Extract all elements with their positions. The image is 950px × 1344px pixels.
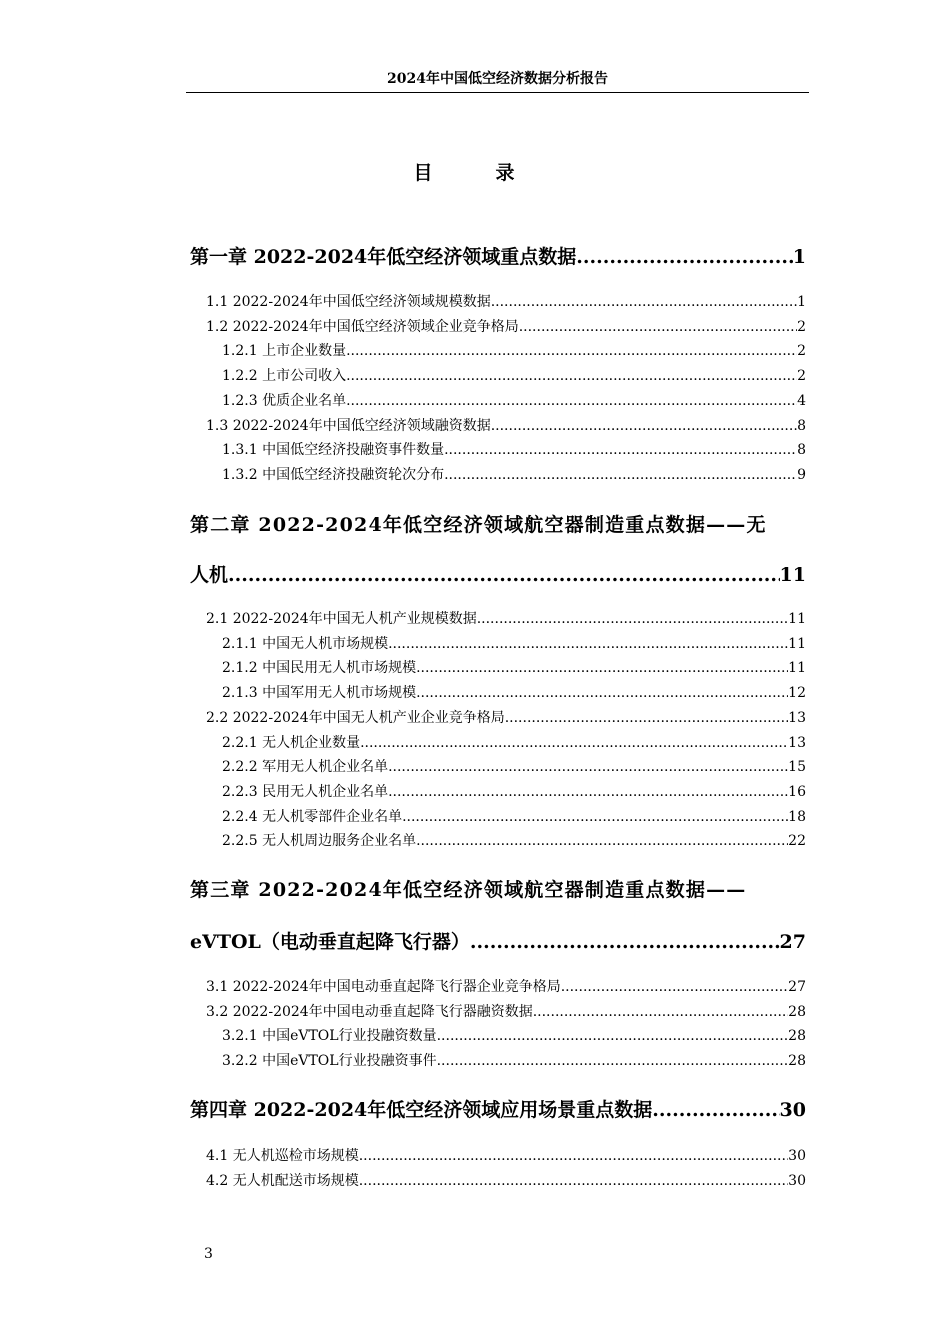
toc-entry-1-2-2-page: 2 xyxy=(797,368,806,385)
toc-entry-1-3-page: 8 xyxy=(797,417,806,434)
toc-entry-2-2-3[interactable] xyxy=(222,781,806,803)
toc-entry-4-2-page: 30 xyxy=(788,1172,806,1189)
toc-entry-1-1-page: 1 xyxy=(797,294,806,310)
dot-leader xyxy=(388,781,788,803)
chapter-2-title-line1[interactable]: 第二章 2022-2024年低空经济领域航空器制造重点数据——无 xyxy=(190,514,767,536)
toc-entry-3-2-2[interactable] xyxy=(222,1050,806,1072)
chapter-1-entry-label: 第一章 2022-2024年低空经济领域重点数据 xyxy=(190,246,577,268)
toc-entry-2-1-2[interactable] xyxy=(222,657,806,679)
dot-leader xyxy=(416,657,788,679)
header-rule xyxy=(186,92,809,93)
chapter-4-entry-label: 第四章 2022-2024年低空经济领域应用场景重点数据 xyxy=(190,1099,653,1121)
toc-entry-1-1[interactable] xyxy=(206,291,806,313)
toc-entry-1-3-1-page: 8 xyxy=(797,442,806,459)
toc-entry-2-1-2-page: 11 xyxy=(788,660,806,677)
toc-entry-2-2-1-label: 2.2.1 无人机企业数量 xyxy=(222,734,361,751)
toc-entry-2-1-1-page: 11 xyxy=(788,635,806,652)
dot-leader xyxy=(228,560,780,590)
dot-leader xyxy=(505,707,788,729)
dot-leader xyxy=(360,732,788,754)
toc-entry-2-2-2[interactable] xyxy=(222,756,806,778)
toc-entry-1-2-1[interactable] xyxy=(222,340,806,362)
chapter-1-entry-page: 1 xyxy=(792,246,806,268)
toc-entry-1-3-2[interactable] xyxy=(222,464,806,486)
toc-entry-2-2-4-page: 18 xyxy=(788,808,806,825)
toc-entry-2-2-4[interactable] xyxy=(222,806,806,828)
toc-entry-3-1[interactable] xyxy=(206,976,806,998)
toc-entry-2-1-3-label: 2.1.3 中国军用无人机市场规模 xyxy=(222,685,417,702)
toc-entry-1-3-2-page: 9 xyxy=(797,466,806,483)
toc-entry-2-1-2-label: 2.1.2 中国民用无人机市场规模 xyxy=(222,660,417,677)
toc-entry-3-2-label: 3.2 2022-2024年中国电动垂直起降飞行器融资数据 xyxy=(206,1003,533,1020)
toc-entry-1-2-3-page: 4 xyxy=(797,392,806,409)
dot-leader xyxy=(477,608,788,630)
dot-leader xyxy=(576,242,793,272)
toc-entry-2-2-5-page: 22 xyxy=(788,833,806,850)
dot-leader xyxy=(491,415,797,437)
toc-entry-1-2-3-label: 1.2.3 优质企业名单 xyxy=(222,392,347,409)
dot-leader xyxy=(359,1170,788,1192)
toc-entry-2-2-5-label: 2.2.5 无人机周边服务企业名单 xyxy=(222,833,417,850)
dot-leader xyxy=(388,633,788,655)
toc-entry-1-3-2-label: 1.3.2 中国低空经济投融资轮次分布 xyxy=(222,466,445,483)
toc-entry-1-2-page: 2 xyxy=(797,318,806,335)
toc-entry-1-2-3[interactable] xyxy=(222,390,806,412)
chapter-4-entry-page: 30 xyxy=(779,1099,806,1121)
chapter-3-entry-page: 27 xyxy=(779,931,806,953)
toc-entry-3-2-2-page: 28 xyxy=(788,1053,806,1070)
toc-entry-1-3[interactable] xyxy=(206,415,806,437)
page-header-title: 2024年中国低空经济数据分析报告 xyxy=(387,71,608,87)
toc-entry-4-1[interactable] xyxy=(206,1145,806,1167)
dot-leader xyxy=(359,1145,788,1167)
toc-entry-2-2[interactable] xyxy=(206,707,806,729)
dot-leader xyxy=(561,976,788,998)
toc-entry-4-2[interactable] xyxy=(206,1170,806,1192)
toc-entry-1-2-label: 1.2 2022-2024年中国低空经济领域企业竞争格局 xyxy=(206,318,519,335)
toc-entry-2-1-label: 2.1 2022-2024年中国无人机产业规模数据 xyxy=(206,611,477,627)
toc-entry-2-1-3[interactable] xyxy=(222,682,806,704)
toc-entry-2-2-label: 2.2 2022-2024年中国无人机产业企业竞争格局 xyxy=(206,709,505,726)
toc-entry-1-1-label: 1.1 2022-2024年中国低空经济领域规模数据 xyxy=(206,294,491,310)
toc-entry-3-2[interactable] xyxy=(206,1001,806,1023)
toc-entry-3-2-2-label: 3.2.2 中国eVTOL行业投融资事件 xyxy=(222,1053,437,1070)
toc-entry-1-3-1-label: 1.3.1 中国低空经济投融资事件数量 xyxy=(222,442,445,459)
toc-entry-1-2-1-label: 1.2.1 上市企业数量 xyxy=(222,343,347,360)
dot-leader xyxy=(346,365,797,387)
toc-entry-2-1[interactable] xyxy=(206,608,806,630)
toc-entry-1-2-2-label: 1.2.2 上市公司收入 xyxy=(222,368,347,385)
toc-title: 目 录 xyxy=(413,162,537,184)
dot-leader xyxy=(346,390,797,412)
dot-leader xyxy=(346,340,797,362)
toc-entry-1-3-label: 1.3 2022-2024年中国低空经济领域融资数据 xyxy=(206,417,491,434)
chapter-2-entry[interactable] xyxy=(190,560,806,590)
toc-entry-1-2-2[interactable] xyxy=(222,365,806,387)
toc-entry-2-2-2-label: 2.2.2 军用无人机企业名单 xyxy=(222,759,389,776)
chapter-3-title-line1[interactable]: 第三章 2022-2024年低空经济领域航空器制造重点数据—— xyxy=(190,879,747,901)
toc-entry-1-3-1[interactable] xyxy=(222,439,806,461)
toc-entry-2-1-1-label: 2.1.1 中国无人机市场规模 xyxy=(222,635,389,652)
toc-entry-2-1-3-page: 12 xyxy=(788,685,806,702)
toc-entry-2-2-5[interactable] xyxy=(222,830,806,852)
dot-leader xyxy=(519,316,797,338)
toc-entry-1-2-1-page: 2 xyxy=(797,343,806,360)
dot-leader xyxy=(437,1050,789,1072)
dot-leader xyxy=(437,1025,789,1047)
toc-entry-3-1-label: 3.1 2022-2024年中国电动垂直起降飞行器企业竞争格局 xyxy=(206,979,561,995)
chapter-4-entry[interactable] xyxy=(190,1095,806,1125)
page-number: 3 xyxy=(204,1246,213,1262)
toc-entry-2-2-2-page: 15 xyxy=(788,759,806,776)
dot-leader xyxy=(388,756,788,778)
dot-leader xyxy=(470,927,780,957)
chapter-1-entry[interactable] xyxy=(190,242,806,272)
toc-entry-4-1-label: 4.1 无人机巡检市场规模 xyxy=(206,1148,359,1164)
toc-entry-2-2-1-page: 13 xyxy=(788,734,806,751)
dot-leader xyxy=(533,1001,788,1023)
toc-entry-2-1-page: 11 xyxy=(788,611,806,627)
dot-leader xyxy=(491,291,797,313)
toc-entry-2-2-4-label: 2.2.4 无人机零部件企业名单 xyxy=(222,808,403,825)
dot-leader xyxy=(652,1095,779,1125)
toc-entry-3-1-page: 27 xyxy=(788,979,806,995)
chapter-2-entry-label: 人机 xyxy=(190,564,229,586)
dot-leader xyxy=(416,682,788,704)
toc-entry-2-2-3-label: 2.2.3 民用无人机企业名单 xyxy=(222,783,389,800)
toc-entry-2-2-1[interactable] xyxy=(222,732,806,754)
toc-entry-1-2[interactable] xyxy=(206,316,806,338)
toc-entry-2-2-page: 13 xyxy=(788,709,806,726)
toc-entry-2-2-3-page: 16 xyxy=(788,783,806,800)
toc-entry-3-2-page: 28 xyxy=(788,1003,806,1020)
toc-entry-4-2-label: 4.2 无人机配送市场规模 xyxy=(206,1172,359,1189)
dot-leader xyxy=(444,464,797,486)
chapter-2-entry-page: 11 xyxy=(779,564,806,586)
dot-leader xyxy=(416,830,788,852)
chapter-3-entry-label: eVTOL（电动垂直起降飞行器） xyxy=(190,931,470,953)
toc-entry-4-1-page: 30 xyxy=(788,1148,806,1164)
toc-entry-3-2-1-label: 3.2.1 中国eVTOL行业投融资数量 xyxy=(222,1028,437,1045)
toc-entry-3-2-1-page: 28 xyxy=(788,1028,806,1045)
toc-entry-2-1-1[interactable] xyxy=(222,633,806,655)
toc-entry-3-2-1[interactable] xyxy=(222,1025,806,1047)
dot-leader xyxy=(444,439,797,461)
chapter-3-entry[interactable] xyxy=(190,927,806,957)
dot-leader xyxy=(402,806,788,828)
